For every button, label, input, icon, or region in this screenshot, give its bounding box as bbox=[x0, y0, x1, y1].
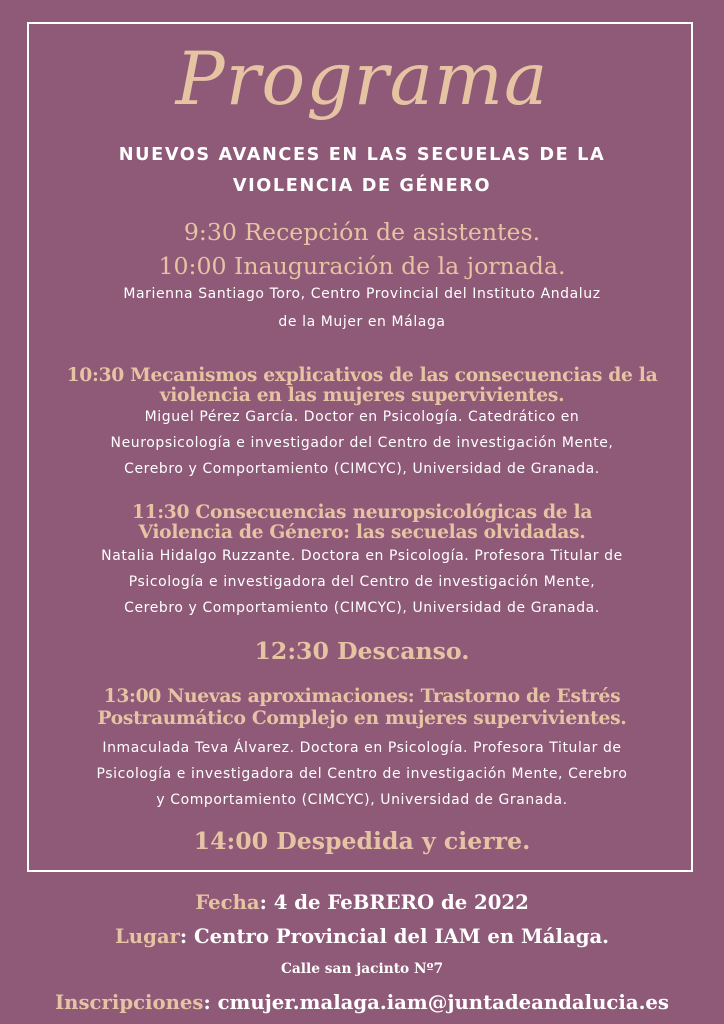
talk2-title-line-2: Violencia de Género: las secuelas olvidadas. bbox=[138, 521, 586, 543]
talk1-title-line-1: 10:30 Mecanismos explicativos de las consecuencias de la bbox=[66, 364, 658, 386]
talk1-speaker-line-2: Neuropsicología e investigador del Centro de investigación Mente, bbox=[110, 435, 614, 451]
place-label: Lugar bbox=[114, 925, 180, 948]
subtitle-line-2: VIOLENCIA DE GÉNERO bbox=[232, 176, 492, 196]
talk1-speaker-line-3: Cerebro y Comportamiento (CIMCYC), Universidad de Granada. bbox=[124, 461, 600, 477]
date-label: Fecha bbox=[195, 891, 260, 914]
agenda-inauguration: 10:00 Inauguración de la jornada. bbox=[158, 252, 566, 280]
talk2-speaker-line-1: Natalia Hidalgo Ruzzante. Doctora en Psicología. Profesora Titular de bbox=[101, 548, 623, 564]
talk3-speaker-line-1: Inmaculada Teva Álvarez. Doctora en Psicología. Profesora Titular de bbox=[102, 740, 622, 756]
registration-email[interactable]: : cmujer.malaga.iam@juntadeandalucia.es bbox=[203, 991, 669, 1014]
talk2-speaker-line-3: Cerebro y Comportamiento (CIMCYC), Universidad de Granada. bbox=[124, 600, 600, 616]
registration-label: Inscripciones bbox=[54, 991, 204, 1014]
agenda-closing: 14:00 Despedida y cierre. bbox=[193, 827, 531, 855]
talk3-speaker-line-3: y Comportamiento (CIMCYC), Universidad de Granada. bbox=[156, 792, 568, 808]
place-value: : Centro Provincial del IAM en Málaga. bbox=[179, 925, 610, 948]
talk1-speaker-line-1: Miguel Pérez García. Doctor en Psicología. Catedrático en bbox=[144, 409, 580, 425]
event-place bbox=[0, 924, 724, 950]
talk3-title-line-1: 13:00 Nuevas aproximaciones: Trastorno de Estrés bbox=[103, 685, 621, 707]
page-title: Programa bbox=[175, 37, 549, 122]
event-registration bbox=[0, 990, 724, 1016]
talk1-title-line-2: violencia en las mujeres supervivientes. bbox=[159, 384, 565, 406]
inauguration-speaker-line-1: Marienna Santiago Toro, Centro Provincial del Instituto Andaluz bbox=[123, 286, 601, 302]
agenda-reception: 9:30 Recepción de asistentes. bbox=[183, 218, 541, 246]
talk2-title-line-1: 11:30 Consecuencias neuropsicológicas de la bbox=[131, 501, 593, 523]
talk3-speaker-line-2: Psicología e investigadora del Centro de investigación Mente, Cerebro bbox=[96, 766, 628, 782]
inauguration-speaker-line-2: de la Mujer en Málaga bbox=[278, 314, 446, 330]
event-address: Calle san jacinto Nº7 bbox=[280, 961, 444, 977]
agenda-break: 12:30 Descanso. bbox=[254, 637, 470, 665]
talk2-speaker-line-2: Psicología e investigadora del Centro de investigación Mente, bbox=[128, 574, 596, 590]
date-value: : 4 de FeBRERO de 2022 bbox=[259, 891, 529, 914]
event-date bbox=[0, 890, 724, 916]
subtitle-line-1: NUEVOS AVANCES EN LAS SECUELAS DE LA bbox=[118, 145, 606, 165]
talk3-title-line-2: Postraumático Complejo en mujeres supervivientes. bbox=[97, 707, 627, 729]
